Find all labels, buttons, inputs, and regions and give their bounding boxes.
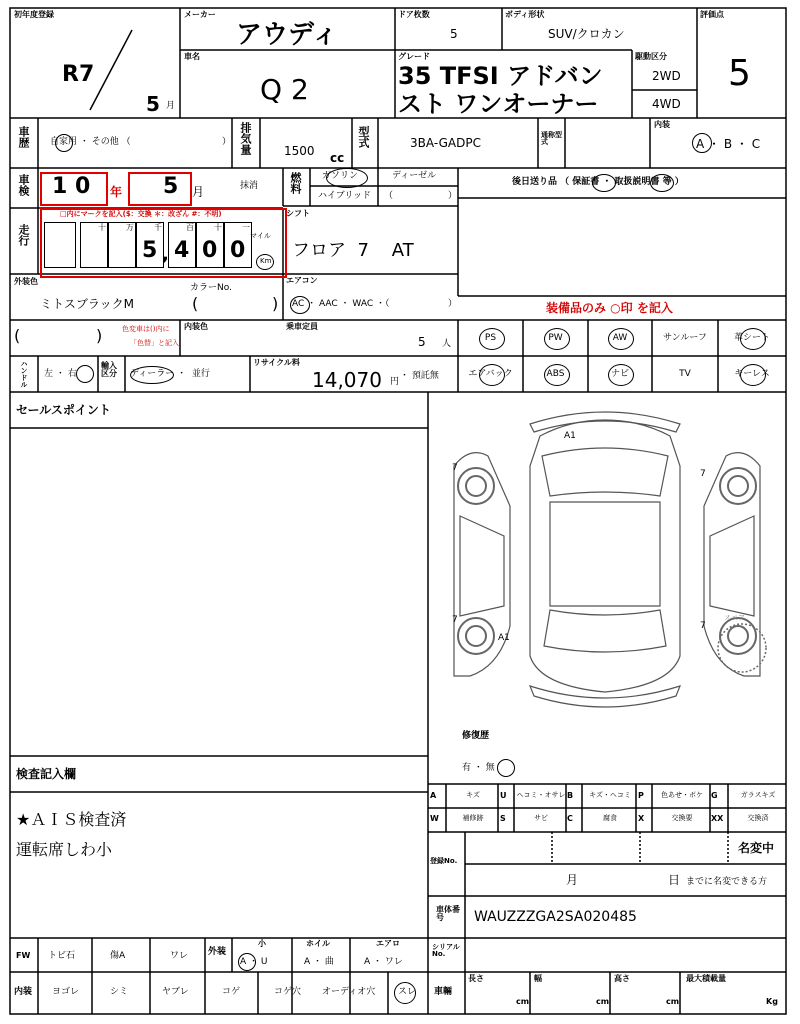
legend-desc-1-0: 補修跡 — [462, 814, 484, 822]
shift-value: フロア 7 AT — [292, 240, 414, 261]
dims-label: 車輛 — [434, 987, 453, 997]
odometer-unit-0: 十 — [98, 223, 106, 232]
month-unit: 月 — [192, 185, 205, 199]
inspection-note-2: 運転席しわ小 — [16, 840, 113, 859]
equip-0-1: PW — [548, 333, 563, 343]
cancel-text: 抹消 — [240, 181, 259, 191]
reg-day-unit: 日 — [668, 873, 681, 887]
equip-1-3: TV — [679, 369, 691, 379]
mark-7-rr: 7 — [700, 621, 706, 631]
vin-value: WAUZZZGA2SA020485 — [474, 909, 637, 925]
fuel-other: （ — [384, 191, 394, 201]
model-value: Q 2 — [260, 73, 309, 106]
interior-a-circle — [692, 133, 712, 153]
fw-item-2: ワレ — [170, 951, 189, 961]
car-windshield — [542, 448, 668, 496]
drive-label: 駆動区分 — [635, 52, 667, 61]
dealer-circle — [130, 366, 174, 384]
int-item-5: オーディオ穴 — [322, 987, 376, 997]
equip-0-2: AW — [612, 333, 628, 343]
car-diagram — [430, 396, 784, 780]
legend-desc-0-0: キズ — [466, 791, 480, 799]
equip-circle-1-4 — [740, 364, 766, 386]
rear-bumper — [530, 686, 680, 707]
first-reg-label: 初年度登録 — [14, 10, 54, 19]
equip-circle-0-2 — [608, 328, 634, 350]
equip-circle-0-4 — [740, 328, 766, 350]
equip-1-0: エアバック — [468, 369, 513, 379]
legend-code-0-3: P — [638, 791, 644, 800]
equip-0-0: PS — [484, 333, 497, 343]
odometer-unit-3: 百 — [186, 223, 194, 232]
color-no-label: カラーNo. — [190, 283, 232, 293]
capacity-unit: 人 — [442, 339, 452, 349]
legend-code-1-2: C — [567, 814, 573, 823]
mile-unit: マイル — [250, 232, 271, 240]
spare-label: スペア — [724, 614, 745, 622]
mileage-note: □内にマークを記入($：交換 ＊：改ざん #：不明) — [60, 210, 222, 218]
width-label: 幅 — [534, 974, 542, 983]
color-note-2: 「色替」と記入 — [130, 339, 179, 347]
legend-code-0-0: A — [430, 791, 437, 800]
legend-code-1-3: X — [638, 814, 645, 823]
fuel-label: 燃料 — [289, 172, 302, 194]
fuel-hybrid: ハイブリッド — [318, 191, 372, 201]
repair-label: 修復歴 — [462, 731, 490, 741]
fw-item-0: トビ石 — [48, 951, 76, 961]
equip-circle-1-2 — [608, 364, 634, 386]
maker-value: アウディ — [236, 20, 338, 50]
inspection-month-box — [128, 172, 192, 206]
inspection-notes-title: 検査記入欄 — [16, 767, 77, 781]
int-item-6: スレ — [398, 987, 417, 997]
recycle-value: 14,070 — [312, 368, 382, 392]
type-label: 型式 — [357, 126, 370, 148]
odometer-value-3: 4 — [174, 238, 190, 263]
name-change: 名変中 — [738, 841, 775, 855]
int-label: 内装 — [14, 987, 33, 997]
gasoline-circle — [326, 168, 368, 188]
ext-color-value: ミトスブラックM — [40, 297, 134, 311]
legend-code-0-1: U — [500, 791, 507, 800]
odometer-value-4: 0 — [202, 238, 218, 263]
first-reg-month-unit: 月 — [166, 101, 176, 111]
aero-items: A ・ ワレ — [364, 957, 403, 967]
int-item-3: コゲ — [222, 987, 241, 997]
color-no-open: ( — [192, 294, 199, 313]
repair-value: 有 ・ 無 — [462, 763, 495, 773]
deposit-text: ・ 預託無 — [400, 371, 439, 381]
reg-month-unit: 月 — [566, 873, 579, 887]
inspection-note-1: ★ＡＩＳ検査済 — [16, 810, 127, 829]
ac-circle — [290, 296, 310, 314]
color-close: ) — [96, 326, 103, 345]
reg-no-label: 登録No. — [430, 857, 458, 865]
legend-desc-0-4: ガラスキズ — [740, 791, 776, 799]
legend-code-0-2: B — [567, 791, 574, 800]
warranty-circle — [592, 174, 616, 192]
wear-circle — [394, 982, 416, 1004]
mark-a1-front: A1 — [564, 431, 576, 441]
ext-label: 外装 — [208, 947, 227, 957]
legend-desc-0-3: 色あせ・ボケ — [661, 791, 703, 799]
body-label: ボディ形状 — [505, 10, 545, 19]
int-color-label: 内装色 — [184, 322, 208, 331]
odometer-comma: , — [162, 244, 169, 265]
km-circle — [256, 254, 274, 270]
wheel-label: ホイル — [306, 939, 330, 948]
equip-circle-1-0 — [479, 364, 505, 386]
common-type-label: 通称型式 — [541, 131, 562, 146]
fuel-other-close: ） — [448, 191, 458, 201]
equip-0-4: 革シート — [733, 333, 770, 343]
maker-label: メーカー — [184, 10, 216, 19]
height-label: 高さ — [614, 974, 630, 983]
aero-label: エアロ — [376, 939, 400, 948]
model-label: 車名 — [184, 52, 200, 61]
drive-4wd: 4WD — [652, 97, 681, 111]
mark-a1-rear: A1 — [498, 633, 510, 643]
serial-label: シリアルNo. — [432, 943, 460, 958]
car-top-body — [530, 420, 680, 692]
fw-item-1: 傷A — [110, 951, 126, 961]
mark-7-rl: 7 — [452, 615, 458, 625]
legend-code-1-1: S — [500, 814, 506, 823]
fw-label: FW — [16, 951, 31, 960]
score-label: 評価点 — [700, 10, 724, 19]
doors-label: ドア枚数 — [398, 10, 430, 19]
handle-value: 左 ・ 右 — [44, 369, 77, 379]
inspection-month: 5 — [163, 174, 179, 199]
body-value: SUV/クロカン — [548, 27, 625, 41]
fuel-diesel: ディーゼル — [392, 171, 437, 181]
legend-desc-0-2: キズ・ヘコミ — [589, 791, 631, 799]
km-unit: Km — [260, 257, 272, 265]
small-label: 小 — [258, 939, 266, 948]
grade-line2: スト ワンオーナー — [398, 90, 599, 118]
manual-circle — [650, 174, 674, 192]
displacement-value: 1500 — [284, 144, 315, 158]
front-bumper — [530, 412, 680, 432]
height-cm: cm — [666, 997, 680, 1006]
equip-1-1: ABS — [546, 369, 565, 379]
color-open: ( — [14, 326, 21, 345]
odometer-value-5: 0 — [230, 238, 246, 263]
length-cm: cm — [516, 997, 530, 1006]
history-label: 車歴 — [17, 126, 30, 148]
legend-desc-0-1: ヘコミ・オサレ — [516, 791, 566, 799]
history-text: 自家用 ・ その他 （ — [50, 137, 131, 147]
equip-circle-0-0 — [479, 328, 505, 350]
equip-circle-0-1 — [544, 328, 570, 350]
small-items: A ・ U — [240, 957, 268, 967]
legend-desc-1-3: 交換要 — [671, 814, 693, 822]
private-use-circle — [55, 134, 73, 152]
odometer-unit-5: 一 — [242, 223, 250, 232]
wheel-items: A ・ 曲 — [304, 957, 334, 967]
equip-1-2: ナビ — [610, 369, 629, 379]
int-item-4: コゲ穴 — [274, 987, 302, 997]
sales-title: セールスポイント — [16, 403, 111, 417]
mark-7-fr: 7 — [700, 469, 706, 479]
mileage-mark-box[interactable] — [44, 222, 76, 268]
first-reg-era: R7 — [62, 62, 95, 87]
history-close: ） — [222, 137, 232, 147]
color-no-close: ) — [272, 294, 279, 313]
inspection-label: 車検 — [17, 174, 30, 196]
legend-code-1-0: W — [430, 814, 439, 823]
length-label: 長さ — [468, 974, 484, 983]
ac-close: ） — [448, 299, 458, 309]
fuel-gasoline: ガソリン — [322, 171, 359, 181]
color-note-1: 色変車は()内に — [122, 325, 170, 333]
interior-grade: A ・ B ・ C — [696, 137, 761, 151]
drive-2wd: 2WD — [652, 69, 681, 83]
capacity-value: 5 — [418, 335, 426, 349]
right-handle-circle — [76, 365, 94, 383]
grade-label: グレード — [398, 52, 430, 61]
import-value: ディーラー ・ 並行 — [130, 369, 210, 379]
ac-text: AC ・ AAC ・ WAC ・（ — [292, 299, 390, 309]
car-roof — [550, 502, 660, 606]
docs-text: 後日送り品 （ 保証書 ・ 取扱説明書 等 ） — [512, 177, 684, 187]
int-item-2: ヤブレ — [162, 987, 189, 997]
legend-desc-1-4: 交換済 — [747, 814, 769, 822]
repair-none-circle — [497, 759, 515, 777]
load-kg: Kg — [766, 997, 778, 1006]
doors-value: 5 — [450, 27, 458, 41]
equip-circle-1-1 — [544, 364, 570, 386]
legend-desc-1-2: 腐食 — [603, 814, 617, 822]
legend-code-1-4: XX — [711, 814, 724, 823]
displacement-label: 排気量 — [239, 122, 252, 155]
interior-label: 内装 — [654, 120, 670, 129]
odometer-unit-2: 千 — [154, 223, 162, 232]
shift-label: シフト — [286, 209, 310, 218]
small-a-circle — [238, 953, 256, 971]
handle-label: ハンドル — [20, 360, 28, 388]
first-reg-month: 5 — [146, 92, 160, 116]
legend-code-0-4: G — [711, 791, 718, 800]
odometer-unit-1: 万 — [126, 223, 134, 232]
odometer-value-2: 5 — [142, 238, 158, 263]
equip-header: 装備品のみ ○印 を記入 — [546, 301, 673, 315]
year-unit: 年 — [110, 185, 123, 199]
mark-7-fl: 7 — [452, 463, 458, 473]
score-value: 5 — [728, 53, 751, 94]
capacity-label: 乗車定員 — [286, 322, 318, 331]
recycle-label: リサイクル料 — [253, 358, 300, 367]
grade-line1: 35 TFSI アドバン — [398, 62, 603, 90]
legend-desc-1-1: サビ — [534, 814, 548, 822]
mileage-label: 走行 — [17, 224, 30, 246]
car-rear-window — [544, 610, 666, 652]
int-item-1: シミ — [110, 987, 129, 997]
import-label: 輸入区分 — [101, 361, 117, 378]
recycle-unit: 円 — [390, 377, 400, 387]
ext-color-label: 外装色 — [14, 277, 38, 286]
int-item-0: ヨゴレ — [52, 987, 80, 997]
reg-deadline: までに名変できる方 — [686, 877, 768, 887]
load-label: 最大積載量 — [686, 974, 726, 983]
ac-label: エアコン — [286, 276, 318, 285]
equip-0-3: サンルーフ — [663, 333, 707, 343]
odometer-unit-4: 十 — [214, 223, 222, 232]
vin-label: 車体番号 — [436, 905, 460, 922]
width-cm: cm — [596, 997, 610, 1006]
type-code: 3BA-GADPC — [410, 136, 481, 150]
inspection-year: 1 0 — [52, 174, 91, 199]
equip-1-4: キーレス — [734, 369, 770, 379]
displacement-unit: cc — [330, 151, 345, 165]
